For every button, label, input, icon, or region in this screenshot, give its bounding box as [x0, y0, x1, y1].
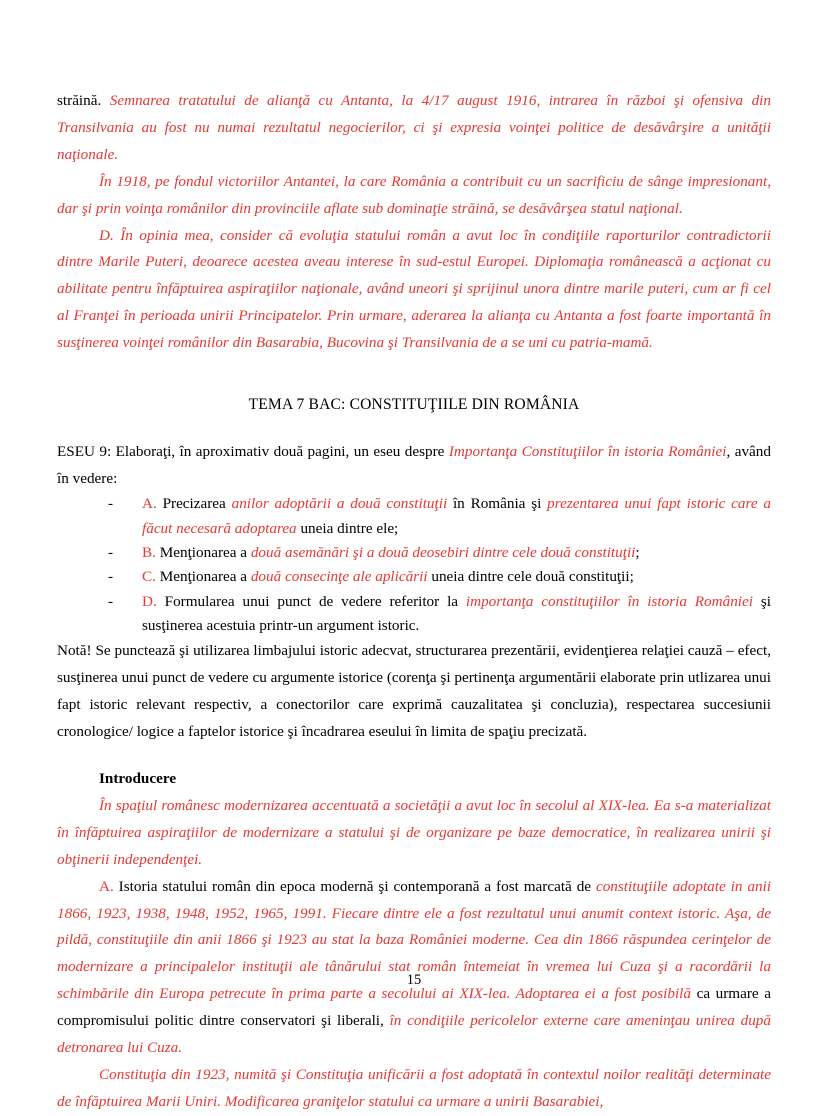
item-letter: D.: [142, 592, 157, 610]
paragraph-marker-a: A.: [99, 877, 114, 895]
page-number: 15: [406, 972, 422, 988]
item-text-black: uneia dintre ele;: [296, 519, 399, 537]
item-text-red: prezentarea unui fapt istoric care a făcut necesară adoptarea: [142, 495, 771, 537]
item-text-black: ;: [635, 544, 640, 562]
bullet-dash-icon: -: [108, 592, 114, 610]
paragraph-red-seg: constituţiile adoptate in anii 1866, 1923, 1938, 1948, 1952, 1965, 1991. Fiecare dintre ele a fost rezultatul unui anumit context istoric. Aşa, de pildă, constituţiile din anii 1866 şi 1923 au stat la baza României moderne. Cea din 1866 răspundea cerinţelor de modernizare a principalelor instituţii ale tânărului stat român întemeiat în vremea lui Cuza şi a racordării la schimbările din Europa petrecute în prima parte a secolului ai XIX-lea. Adoptarea ei a fost posibilă: [57, 877, 771, 1003]
item-text-black: şi susţinerea acestuia printr-un argument istoric.: [142, 592, 771, 635]
paragraph-red-body: Constituţia din 1923, numită şi Constituţia unificării a fost adoptată în contextul noilor realităţi determinate de înfăptuirea Marii Uniri. Modificarea graniţelor statului ca urmare a unirii Basarabiei,: [57, 1065, 771, 1110]
paragraph-lead-black: străină.: [57, 92, 102, 109]
item-text-red: două consecinţe ale aplicării: [250, 568, 428, 586]
item-letter: C.: [142, 568, 156, 586]
paragraph-a-constitutions: [57, 874, 771, 1062]
item-text-black: în România şi: [447, 495, 548, 513]
section-heading-introducere: Introducere: [99, 769, 177, 787]
item-letter: A.: [142, 495, 157, 513]
item-text-red: două asemănări şi a două deosebiri dintre cele două constituţii: [250, 544, 636, 562]
paragraph-marker-d: D.: [99, 226, 114, 244]
item-letter: B.: [142, 544, 156, 562]
paragraph-introducere: [57, 793, 771, 874]
paragraph-red-seg: în condiţiile pericolelor externe care ameninţau unirea după detronarea lui Cuza.: [57, 1012, 771, 1057]
paragraph-red-body: Semnarea tratatului de alianţă cu Antanta, la 4/17 august 1916, intrarea în război şi ofensiva din Transilvania au fost nu numai rezultatul negocierilor, ci şi expresia voinţei politice de desăvârşire a unităţii naţionale.: [57, 92, 771, 163]
page-title: TEMA 7 BAC: CONSTITUŢIILE DIN ROMÂNIA: [248, 396, 580, 414]
eseu-prompt-lead: ESEU 9: Elaboraţi, în aproximativ două pagini, un eseu despre: [57, 442, 449, 460]
paragraph-1918: [57, 169, 771, 223]
item-text-black: Menţionarea a: [159, 544, 251, 562]
requirements-list: [57, 492, 771, 638]
paragraph-black-seg: ca urmare a compromisului politic dintre conservatori şi liberali,: [57, 985, 771, 1030]
eseu-prompt-tail: , având în vedere:: [57, 442, 771, 487]
paragraph-constitutia-1923: [57, 1062, 771, 1116]
eseu-prompt: [57, 439, 771, 493]
item-text-black: Menţionarea a: [159, 568, 251, 586]
item-text-black: Precizarea: [162, 495, 232, 513]
paragraph-red-body: În 1918, pe fondul victoriilor Antantei, la care România a contribuit cu un sacrificiu de sânge impresionant, dar şi prin voinţa românilor din provinciile aflate sub dominaţie străină, se desăvârşea statul naţional.: [57, 172, 771, 217]
paragraph-black-seg: Istoria statului român din epoca modernă şi contemporană a fost marcată de: [113, 877, 596, 895]
paragraph-red-body: În opinia mea, consider că evoluţia statului român a avut loc în condiţiile raporturilor contradictorii dintre Marile Puteri, deoarece acestea aveau interese în sud-estul Europei. Diplomaţia românească a acţionat cu abilitate pentru înfăptuirea aspiraţiilor naţionale, având uneori şi sprijinul unora dintre marile puteri, cum ar fi cel al Franţei în perioada unirii Principatelor. Prin urmare, aderarea la alianţa cu Antanta a fost foarte importantă în susţinerea voinţei românilor din Basarabia, Bucovina şi Transilvania de a se uni cu patria-mamă.: [57, 226, 771, 352]
page-content: [57, 88, 771, 1116]
paragraph-red-body: În spaţiul românesc modernizarea accentuată a societăţii a avut loc în secolul al XIX-lea. Ea s-a materializat în înfăptuirea aspiraţiilor de modernizare a statului şi de organizare pe baze democratice, în realizarea unirii şi obţinerii independenţei.: [57, 796, 771, 868]
paragraph-opinion-d: [57, 223, 771, 358]
item-text-black: Formularea unui punct de vedere referitor la: [164, 592, 466, 610]
nota-paragraph: Notă! Se punctează şi utilizarea limbajului istoric adecvat, structurarea prezentării, evidenţierea relaţiei cauză – efect, susţinerea unui punct de vedere cu argumente istorice (corenţa şi pertinenţa argumentării elaborate prin utlizarea unui fapt istoric relevant respectiv, a conectorilor care exprimă cauzalitatea şi concluzia), respectarea succesiunii cronologice/ logice a faptelor istorice şi încadrarea eseului în limita de spaţiu precizată.: [57, 642, 771, 741]
eseu-prompt-topic: Importanţa Constituţiilor în istoria României: [448, 442, 727, 460]
list-item: [57, 565, 771, 589]
bullet-dash-icon: -: [108, 495, 114, 513]
item-text-red: importanţa constituţiilor în istoria României: [465, 592, 753, 610]
item-text-red: anilor adoptării a două constituţii: [231, 495, 448, 513]
list-item: [57, 492, 771, 541]
bullet-dash-icon: -: [108, 544, 114, 562]
paragraph-continuation: [57, 88, 771, 169]
bullet-dash-icon: -: [108, 568, 114, 586]
title-spacer: [57, 419, 771, 439]
section-spacer: [57, 357, 771, 391]
body-spacer: [57, 746, 771, 766]
item-text-black: uneia dintre cele două constituţii;: [427, 568, 634, 586]
list-item: [57, 541, 771, 565]
list-item: [57, 590, 771, 639]
